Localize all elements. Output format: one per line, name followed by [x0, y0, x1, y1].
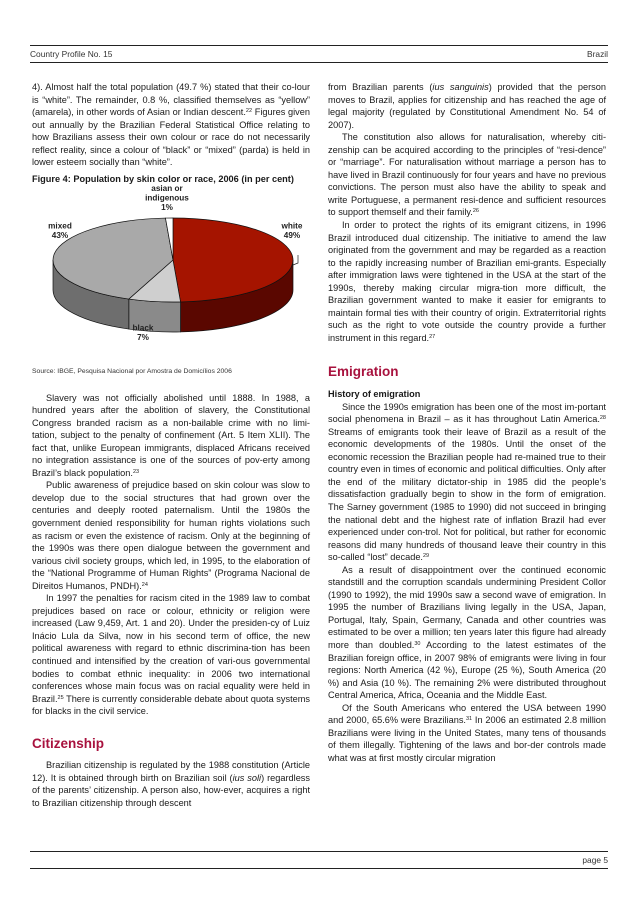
paragraph-south-americans: Of the South Americans who entered the USA between 1990 and 2000, 65.6% were Brazilians.$^{31}$ In 2006 an estimated 2.8 million Brazilians were living in the United States, many tens of thousands of them illegally. Tightening of the laws and bor-der controls made what was at first mostly circular migration [328, 702, 607, 763]
footnote-ref: 24 [141, 581, 148, 588]
paragraph-naturalisation: The constitution also allows for naturalisation, whereby citi-zenship can be acquired according to the principles of “resi-dence” or “marriage”. For naturalisation without marriage a person has to have lived in Brazil continuously for four years and have no previous convictions. The person must also have the ability to speak and write Portuguese, a permanent resi-dence and sufficient resources to support themself and their family.$^{26}$ [328, 132, 606, 218]
pie-chart [30, 184, 320, 355]
header-bottom-rule [30, 62, 608, 63]
pie-label-white: white [281, 221, 303, 231]
intro-paragraph: 4). Almost half the total population (49.7 %) stated that their co-lour is “white”. The remainder, 0.8 %, classified themselves as “yellow” (amarela), in other words of Asian or Indian descent.$^{22}$ Figures given out annually by the Brazilian Federal Statistical Office relating to how Brazilians assess their own colour or race do not necessarily reflect reality, since a colour of “black” or “mixed” (parda) is held in lower esteem socially than “white”. [32, 82, 310, 168]
paragraph-awareness: Public awareness of prejudice based on skin colour was slow to develop due to the social structures that had grown over the centuries and deeply rooted paternalism. Until the 1980s the government denied responsibility for human rights violations such as racism or even the existence of racism. Only at the beginning of the 1990s was there open dialogue between the government and various civil society groups, which led, in 1995, to the elaboration of the “National Programme of Human Rights” (Programa Nacional de Direitos Humanos, PNDH).$^{24}$ [32, 480, 310, 591]
figure-title: Figure 4: Population by skin color or race, 2006 (in per cent) [32, 173, 294, 184]
footer-top-rule [30, 851, 608, 852]
footnote-ref: 22 [245, 108, 253, 115]
pie-label-asian-or-indigenous: indigenous [145, 193, 189, 203]
paragraph-descent: from Brazilian parents (ius sanguinis) provided that the person moves to Brazil, applies for citizenship and has reached the age of legal majority (regulated by Constitutional Amendment No. 54 of 2007). [328, 82, 606, 130]
paragraph-1997: In 1997 the penalties for racism cited in the 1989 law to combat prejudices based on race or colour, ethnicity or religion were increased (Law 9,459, Art. 1 and 20). Under the presiden-cy of Luiz Inácio Lula da Silva, now in his second term of office, the new political awareness with regard to ethnic discrimina-tion has been continued and intensified by the creation of vari-ous governmental bodies to combat ethnic inequality: in 2006 two international conferences whose main focus was on racial equality were held in Brazil.$^{25}$ There is currently considerable debate about quota systems for blacks in the civil service. [32, 593, 310, 717]
pie-value-label-mixed: 43% [51, 231, 69, 240]
paragraph-slavery: Slavery was not officially abolished until 1888. In 1988, a hundred years after the abolition of slavery, the Constitutional Congress branded racism as a non-bailable crime with no limi-tation, subject to the penalty of confinement (Art. 5 Item XLII). The fact that, unlike European immigrants, displaced Africans received no integration assistance is one of the sources of pov-erty among Brazil’s black population.$^{23}$ [32, 392, 310, 478]
pie-value-label-black: 7% [137, 333, 149, 342]
header-left: Country Profile No. 15 [30, 49, 113, 59]
left-column-lower [32, 366, 310, 810]
footnote-ref: 29 [422, 553, 430, 560]
footnote-ref: 27 [429, 333, 436, 340]
section-heading-citizenship: Citizenship [32, 735, 105, 751]
section-heading-emigration: Emigration [328, 364, 399, 380]
footnote-ref: 30 [414, 640, 421, 647]
left-column [32, 81, 310, 185]
paragraph-disappointment: As a result of disappointment over the continued economic standstill and the corruption scandals undermining President Collor (1990 to 1992), the mid 1990s saw a second wave of emigration. In 1995 the number of Brazilians living legally in the USA, Japan, Portugal, Italy, Spain, Germany, Canada and other countries was estimated to be over a million; ten years later this figure had already more than doubled.$^{30}$ According to the latest estimates of the Brazilian foreign office, in 2007 98% of emigrants were living in four regions: North America (42 %), Europe (25 %), South America (20 %) and Asia (10 %). The remaining 2% were distributed throughout Central America, Africa, Oceania and the Middle East. [328, 564, 606, 701]
footer-bottom-rule [30, 868, 608, 869]
pie-label-mixed: mixed [48, 221, 72, 231]
page-number: page 5 [582, 855, 608, 865]
pie-value-label-white: 49% [283, 231, 301, 240]
header-right: Brazil [587, 49, 608, 59]
header-top-rule [30, 45, 608, 46]
pie-chart-svg [30, 184, 320, 355]
right-column [328, 81, 606, 764]
pie-value-label-asian-or-indigenous: 1% [161, 203, 173, 212]
footnote-ref: 31 [465, 716, 473, 723]
paragraph-citizenship: Brazilian citizenship is regulated by the 1988 constitution (Article 12). It is obtained through birth on Brazilian soil (ius soli) regardless of the parents’ citizenship. A person also, how-ever, acquires a right to Brazilian citizenship through descent [32, 760, 310, 808]
paragraph-dual-citizenship: In order to protect the rights of its emigrant citizens, in 1996 Brazil introduced dual citizenship. The initiative to amend the law originated from the government and may be regarded as a reaction to the rapidly increasing number of Brazilian emi-grants. Especially after immigration laws were tightened in the USA at the start of the 1990s, thereby making circular migra-tion more difficult, the Brazilian government wanted to make it easier for emigrants to maintain formal ties with their country of origin. Extraterritorial rights such as the right to vote outside the country provide a further instrument in this regard.$^{27}$ [328, 220, 606, 343]
footnote-ref: 28 [599, 415, 606, 422]
footnote-ref: 23 [132, 468, 140, 475]
pie-label-black: black [132, 323, 154, 333]
footnote-ref: 26 [472, 208, 479, 215]
pie-leader-line-white [293, 255, 298, 265]
footnote-ref: 25 [57, 694, 64, 701]
pie-label-asian-or-indigenous: asian or [151, 184, 183, 193]
figure-source: Source: IBGE, Pesquisa Nacional por Amostra de Domicílios 2006 [32, 368, 232, 375]
paragraph-history: Since the 1990s emigration has been one of the most im-portant social phenomena in Brazil – as it has throughout Latin America.$^{28}$ Streams of emigrants took their leave of Brazil as a result of the economic developments of the 1980s. Until the onset of the economic recession the Brazilian people had re-mained true to their country even in times of economic and political difficulties. Only after the end of the military dictator-ship in 1985 did the people’s dissatisfaction gradually begin to show in the form of emigration. The Sarney government (1985 to 1990) did not succeed in bringing the national debt and the highest rate of inflation Brazil had ever experienced under con-trol. Not for political, but rather for economic reasons did many hundreds of thousand leave their country in this so-called “lost” decade.$^{29}$ [328, 401, 606, 563]
subheading-history: History of emigration [328, 389, 421, 400]
